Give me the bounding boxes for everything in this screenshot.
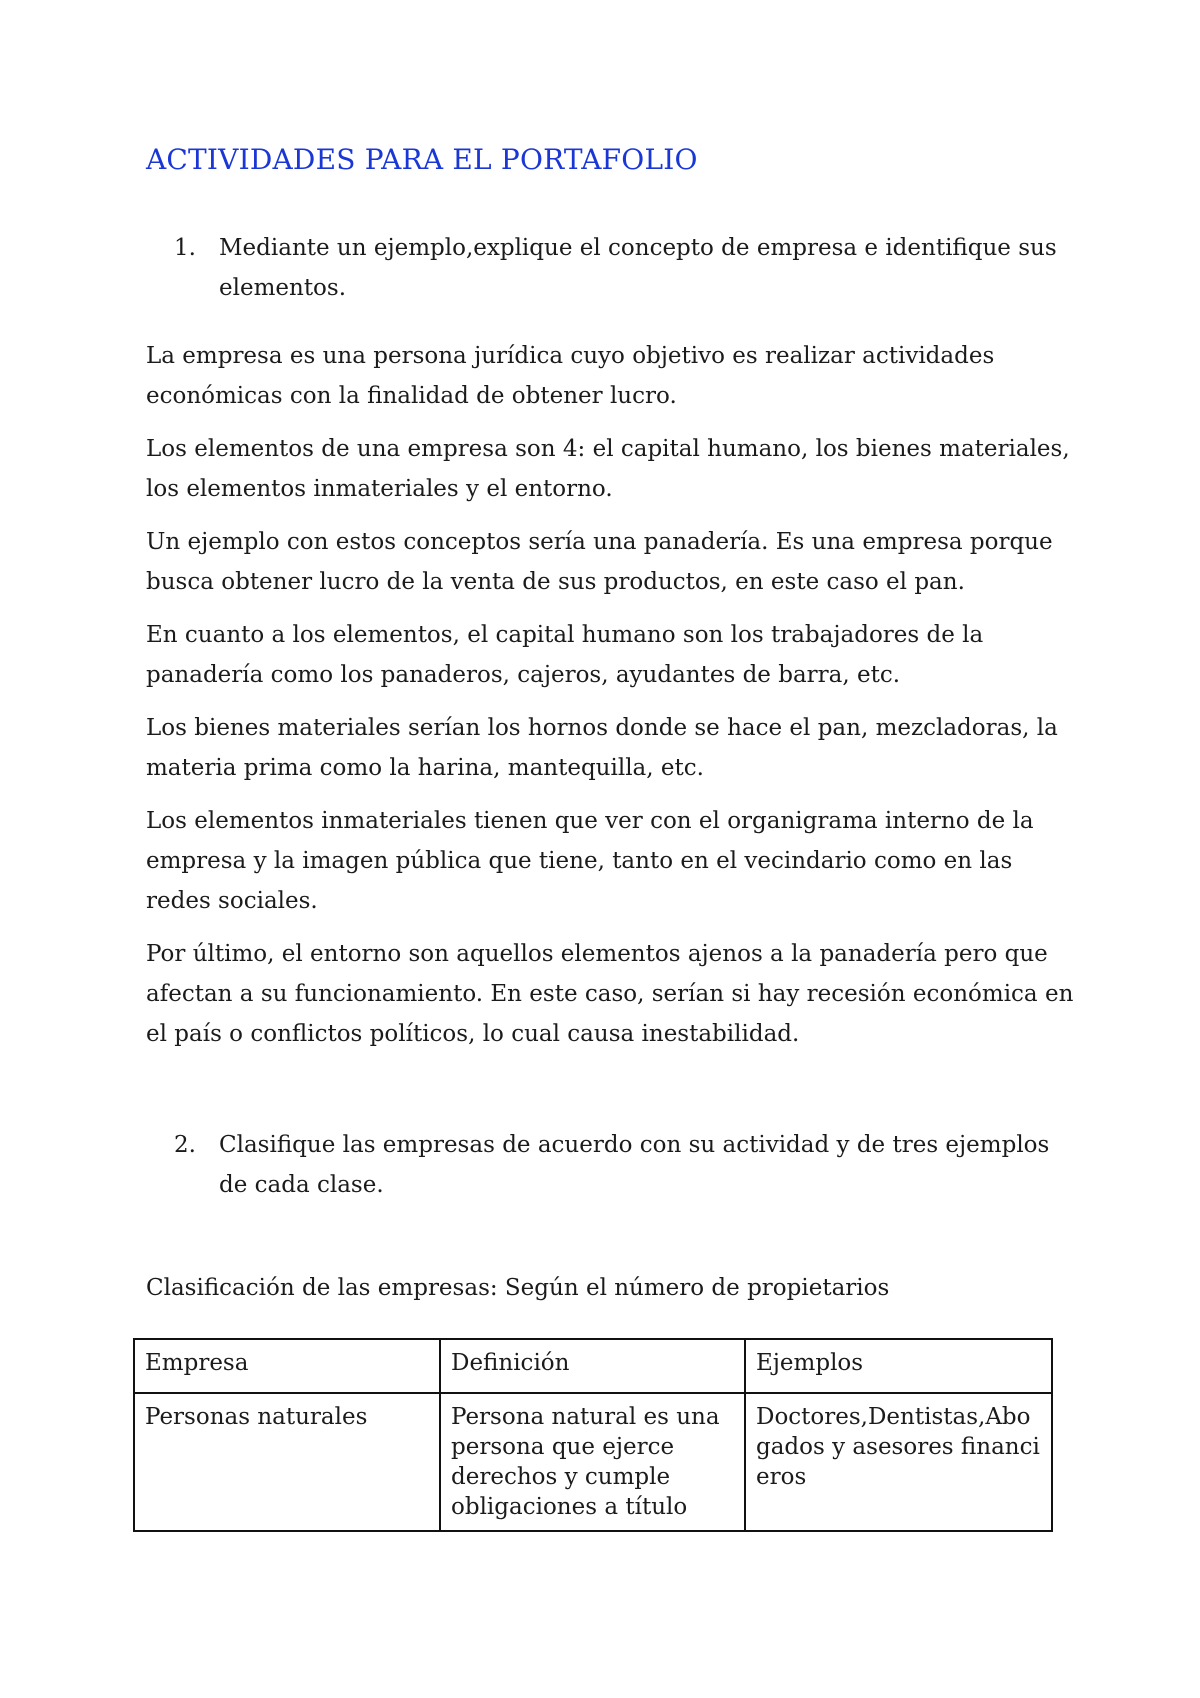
table-header-row (134, 1339, 1052, 1393)
table-header-cell: Empresa (134, 1339, 440, 1393)
answer-paragraph: Los bienes materiales serían los hornos donde se hace el pan, mezcladoras, la materia prima como la harina, mantequilla, etc. (146, 715, 1058, 781)
question-2 (174, 1125, 1074, 1205)
answer-paragraph: En cuanto a los elementos, el capital humano son los trabajadores de la panadería como los panaderos, cajeros, ayudantes de barra, etc. (146, 622, 984, 688)
table-caption: Clasificación de las empresas: Según el número de propietarios (146, 1275, 890, 1301)
table-header-cell: Ejemplos (745, 1339, 1052, 1393)
table-cell: Doctores,Dentistas,Abogados y asesores financieros (745, 1393, 1052, 1531)
question-1-number: 1. (174, 235, 196, 261)
classification-table (133, 1338, 1053, 1532)
question-1 (174, 228, 1074, 308)
answer-paragraph: Por último, el entorno son aquellos elementos ajenos a la panadería pero que afectan a su funcionamiento. En este caso, serían si hay recesión económica en el país o conflictos políticos, lo cual causa inestabilidad. (146, 941, 1074, 1047)
question-2-text: Clasifique las empresas de acuerdo con su actividad y de tres ejemplos de cada clase. (219, 1132, 1050, 1198)
question-1-text: Mediante un ejemplo,explique el concepto de empresa e identifique sus elementos. (219, 235, 1057, 301)
answer-paragraph: Un ejemplo con estos conceptos sería una panadería. Es una empresa porque busca obtener lucro de la venta de sus productos, en este caso el pan. (146, 529, 1053, 595)
answer-paragraph: Los elementos de una empresa son 4: el capital humano, los bienes materiales, los elementos inmateriales y el entorno. (146, 436, 1070, 502)
answer-paragraph: La empresa es una persona jurídica cuyo objetivo es realizar actividades económicas con la finalidad de obtener lucro. (146, 343, 995, 409)
table-cell: Personas naturales (134, 1393, 440, 1531)
answer-paragraph: Los elementos inmateriales tienen que ver con el organigrama interno de la empresa y la imagen pública que tiene, tanto en el vecindario como en las redes sociales. (146, 808, 1034, 914)
table-cell: Persona natural es una persona que ejerce derechos y cumple obligaciones a título (440, 1393, 745, 1531)
table-row (134, 1393, 1052, 1531)
document-title: ACTIVIDADES PARA EL PORTAFOLIO (146, 143, 698, 176)
question-2-number: 2. (174, 1132, 196, 1158)
table-header-cell: Definición (440, 1339, 745, 1393)
